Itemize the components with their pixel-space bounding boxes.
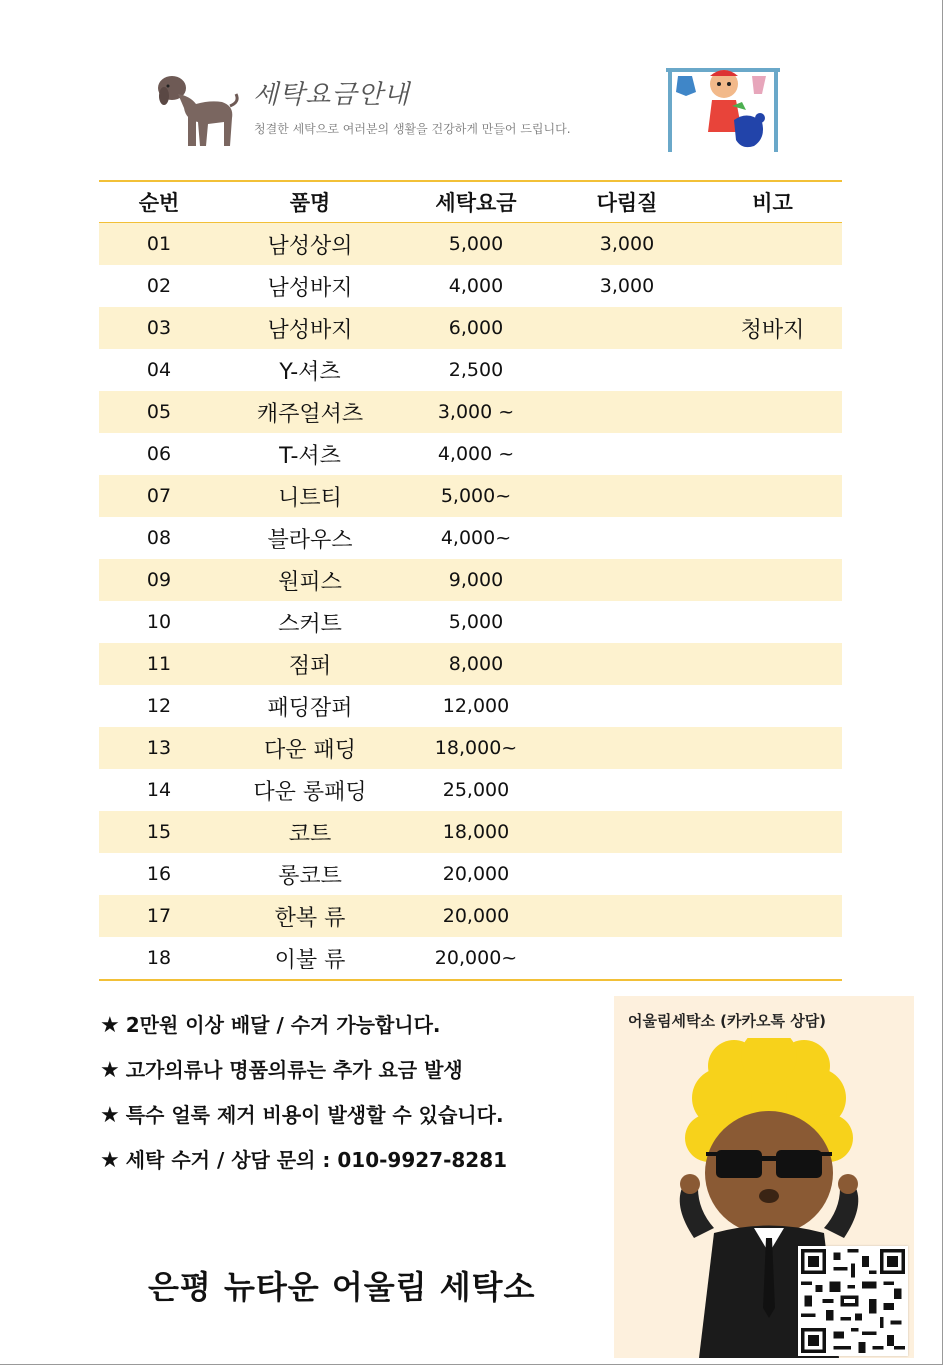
row-note: 청바지 xyxy=(703,307,842,349)
header xyxy=(150,62,790,157)
row-wash-price: 5,000 xyxy=(448,611,504,633)
row-ironing-price xyxy=(551,937,703,980)
row-item-name: 캐주얼셔츠 xyxy=(219,391,401,433)
row-ironing-price xyxy=(551,433,703,475)
table-row xyxy=(99,517,842,559)
row-ironing-price xyxy=(551,685,703,727)
row-wash-price: 5,000 xyxy=(401,223,551,266)
row-ironing-price xyxy=(551,853,703,895)
price-table xyxy=(99,180,842,981)
table-row xyxy=(99,601,842,643)
row-wash-price: 20,000 xyxy=(442,863,510,885)
table-row xyxy=(99,895,842,937)
table-header-row xyxy=(99,181,842,223)
row-item-name: 이불 류 xyxy=(274,947,346,973)
table-row xyxy=(99,643,842,685)
row-wash-price: 12,000 xyxy=(442,695,510,717)
row-ironing-price xyxy=(551,307,703,349)
row-number: 15 xyxy=(99,811,219,853)
row-item-name: T-셔츠 xyxy=(279,443,341,469)
row-note xyxy=(703,727,842,769)
row-note xyxy=(703,769,842,811)
row-wash-price: 6,000 xyxy=(401,307,551,349)
table-row xyxy=(99,391,842,433)
row-wash-price: 18,000 xyxy=(401,811,551,853)
notice-luxury-surcharge xyxy=(100,1055,620,1085)
row-note xyxy=(703,475,842,517)
row-number: 10 xyxy=(146,611,172,633)
notice-text: 2만원 이상 배달 / 수거 가능합니다. xyxy=(125,1013,441,1037)
row-ironing-price xyxy=(551,895,703,937)
row-note xyxy=(703,811,842,853)
row-ironing-price xyxy=(551,811,703,853)
row-note xyxy=(703,223,842,266)
brand-title: 세탁요금안내 xyxy=(253,80,410,110)
row-number: 04 xyxy=(146,359,172,381)
qr-code-icon xyxy=(798,1246,908,1356)
table-row xyxy=(99,769,842,811)
star-icon: ★ xyxy=(100,1013,120,1038)
star-icon: ★ xyxy=(100,1148,120,1173)
table-row xyxy=(99,853,842,895)
row-number: 13 xyxy=(99,727,219,769)
row-note xyxy=(703,685,842,727)
table-row xyxy=(99,685,842,727)
row-note xyxy=(703,559,842,601)
row-note xyxy=(703,517,842,559)
table-row xyxy=(99,559,842,601)
table-row xyxy=(99,811,842,853)
row-wash-price: 2,500 xyxy=(448,359,504,381)
row-item-name: 남성바지 xyxy=(219,307,401,349)
column-header-ironing: 다림질 xyxy=(551,181,703,223)
table-row xyxy=(99,727,842,769)
notice-list xyxy=(100,1010,620,1190)
table-row xyxy=(99,937,842,980)
row-number: 09 xyxy=(99,559,219,601)
row-ironing-price xyxy=(551,769,703,811)
star-icon: ★ xyxy=(100,1103,120,1128)
row-note xyxy=(703,643,842,685)
row-note xyxy=(703,433,842,475)
row-item-name: 니트티 xyxy=(219,475,401,517)
row-number: 16 xyxy=(146,863,172,885)
row-number: 18 xyxy=(146,947,172,969)
row-number: 03 xyxy=(99,307,219,349)
row-ironing-price: 3,000 xyxy=(551,223,703,266)
table-row xyxy=(99,223,842,266)
table-row xyxy=(99,265,842,307)
row-wash-price: 4,000~ xyxy=(440,527,512,549)
row-ironing-price xyxy=(551,559,703,601)
row-note xyxy=(703,391,842,433)
row-ironing-price xyxy=(551,391,703,433)
poodle-dog-icon xyxy=(150,66,240,152)
row-wash-price: 25,000 xyxy=(442,779,510,801)
row-ironing-price xyxy=(551,601,703,643)
table-row xyxy=(99,433,842,475)
row-item-name: 코트 xyxy=(219,811,401,853)
star-icon: ★ xyxy=(100,1058,120,1083)
notice-delivery xyxy=(100,1010,620,1040)
row-item-name: 남성바지 xyxy=(267,275,353,301)
row-number: 11 xyxy=(99,643,219,685)
notice-stain-removal xyxy=(100,1100,620,1130)
row-ironing-price xyxy=(551,727,703,769)
row-ironing-price xyxy=(551,349,703,391)
row-wash-price: 4,000 ~ xyxy=(437,443,515,465)
row-number: 02 xyxy=(146,275,172,297)
row-item-name: 점퍼 xyxy=(219,643,401,685)
column-header-number: 순번 xyxy=(99,181,219,223)
row-item-name: 패딩잠퍼 xyxy=(267,695,353,721)
row-wash-price: 20,000~ xyxy=(434,947,518,969)
row-wash-price: 20,000 xyxy=(401,895,551,937)
row-ironing-price: 3,000 xyxy=(599,275,655,297)
row-note xyxy=(703,853,842,895)
row-wash-price: 5,000~ xyxy=(401,475,551,517)
table-row xyxy=(99,349,842,391)
notice-text: 세탁 수거 / 상담 문의 : 010-9927-8281 xyxy=(125,1148,508,1172)
row-note xyxy=(703,895,842,937)
column-header-wash-price: 세탁요금 xyxy=(401,181,551,223)
row-wash-price: 3,000 ~ xyxy=(401,391,551,433)
column-header-item: 품명 xyxy=(219,181,401,223)
row-note xyxy=(703,601,842,643)
shop-name: 은평 뉴타운 어울림 세탁소 xyxy=(148,1268,536,1306)
row-item-name: 다운 패딩 xyxy=(219,727,401,769)
row-wash-price: 9,000 xyxy=(401,559,551,601)
row-item-name: 스커트 xyxy=(278,611,342,637)
row-item-name: Y-셔츠 xyxy=(279,359,341,385)
column-header-note: 비고 xyxy=(703,181,842,223)
kakao-consult-panel xyxy=(614,996,914,1358)
row-wash-price: 8,000 xyxy=(401,643,551,685)
row-ironing-price xyxy=(551,517,703,559)
row-number: 14 xyxy=(146,779,172,801)
row-item-name: 다운 롱패딩 xyxy=(253,779,367,805)
row-ironing-price xyxy=(551,475,703,517)
row-number: 06 xyxy=(146,443,172,465)
row-item-name: 원피스 xyxy=(219,559,401,601)
row-item-name: 롱코트 xyxy=(278,863,342,889)
table-row xyxy=(99,475,842,517)
notice-text: 고가의류나 명품의류는 추가 요금 발생 xyxy=(125,1058,463,1082)
row-item-name: 남성상의 xyxy=(219,223,401,266)
row-number: 08 xyxy=(146,527,172,549)
row-wash-price: 18,000~ xyxy=(401,727,551,769)
notice-contact xyxy=(100,1145,620,1175)
row-number: 05 xyxy=(99,391,219,433)
laundry-line-character-icon xyxy=(662,62,787,154)
row-item-name: 블라우스 xyxy=(267,527,353,553)
row-item-name: 한복 류 xyxy=(219,895,401,937)
row-wash-price: 4,000 xyxy=(448,275,504,297)
row-number: 01 xyxy=(99,223,219,266)
row-note xyxy=(703,349,842,391)
row-number: 17 xyxy=(99,895,219,937)
kakao-panel-title: 어울림세탁소 (카카오톡 상담) xyxy=(628,1012,827,1030)
row-note xyxy=(703,937,842,980)
row-note xyxy=(703,265,842,307)
brand-subtitle: 청결한 세탁으로 여러분의 생활을 건강하게 만들어 드립니다. xyxy=(254,122,571,136)
table-row xyxy=(99,307,842,349)
row-number: 12 xyxy=(146,695,172,717)
row-ironing-price xyxy=(551,643,703,685)
row-number: 07 xyxy=(99,475,219,517)
notice-text: 특수 얼룩 제거 비용이 발생할 수 있습니다. xyxy=(125,1103,504,1127)
